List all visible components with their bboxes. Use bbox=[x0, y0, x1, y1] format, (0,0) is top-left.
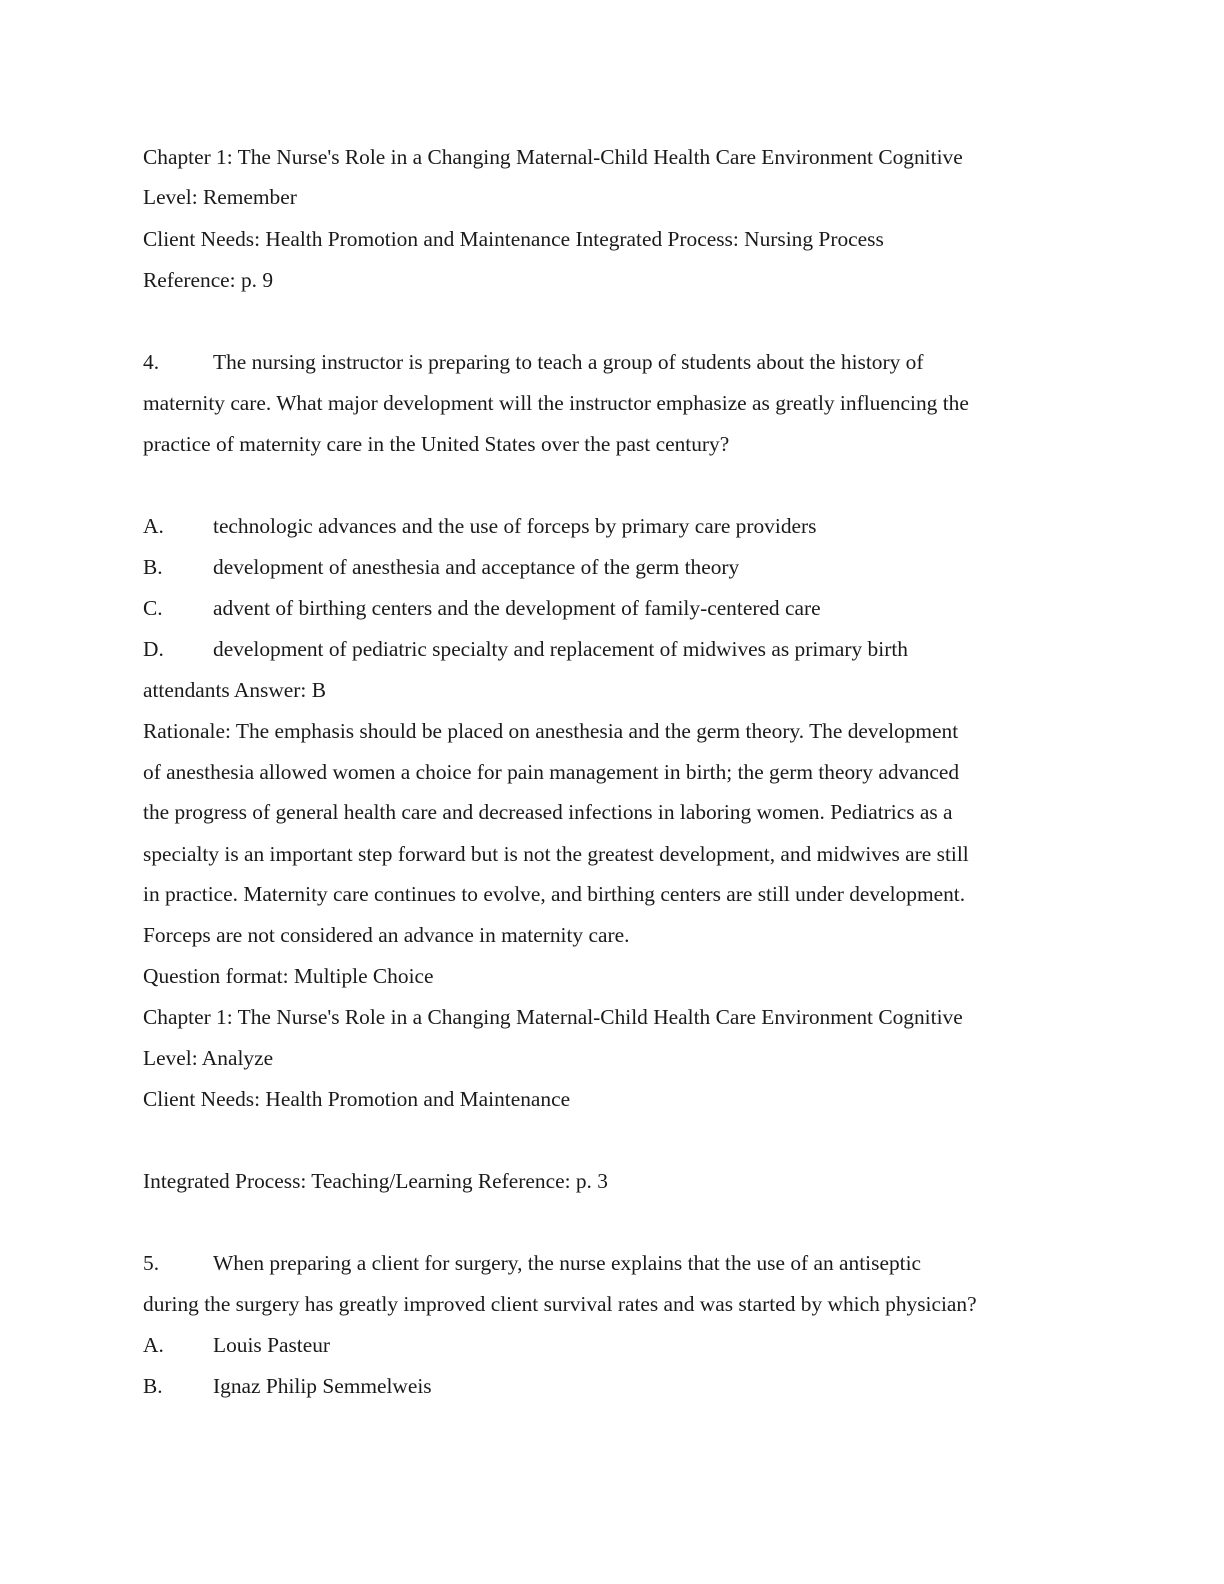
q4-rationale-line: the progress of general health care and decreased infections in laboring women. Pediatrics as a bbox=[143, 800, 953, 824]
q4-rationale-line: specialty is an important step forward but is not the greatest development, and midwives are still bbox=[143, 842, 969, 866]
q4-client-needs-line: Client Needs: Health Promotion and Maintenance bbox=[143, 1087, 571, 1111]
q4-stem-line: maternity care. What major development will the instructor emphasize as greatly influencing the bbox=[143, 391, 969, 415]
q4-rationale-line: Rationale: The emphasis should be placed on anesthesia and the germ theory. The development bbox=[143, 719, 959, 743]
q4-option-text: development of anesthesia and acceptance of the germ theory bbox=[213, 555, 740, 579]
q4-number: 4. bbox=[143, 350, 160, 374]
q4-chapter-line: Chapter 1: The Nurse's Role in a Changing Maternal-Child Health Care Environment Cognitive bbox=[143, 1005, 963, 1029]
q4-option-text: advent of birthing centers and the development of family-centered care bbox=[213, 596, 821, 620]
q3-reference-line: Reference: p. 9 bbox=[143, 268, 274, 292]
q4-option-letter: A. bbox=[143, 514, 164, 538]
q4-process-line: Integrated Process: Teaching/Learning Reference: p. 3 bbox=[143, 1169, 608, 1193]
q4-stem-line: The nursing instructor is preparing to teach a group of students about the history of bbox=[213, 350, 924, 374]
q3-client-needs-line: Client Needs: Health Promotion and Maintenance Integrated Process: Nursing Process bbox=[143, 227, 884, 251]
q4-option-letter: C. bbox=[143, 596, 163, 620]
q4-rationale-line: in practice. Maternity care continues to evolve, and birthing centers are still under development. bbox=[143, 882, 966, 906]
q4-rationale-line: Forceps are not considered an advance in maternity care. bbox=[143, 923, 630, 947]
q5-option-text: Ignaz Philip Semmelweis bbox=[213, 1374, 432, 1398]
q4-option-text: development of pediatric specialty and replacement of midwives as primary birth bbox=[213, 637, 908, 661]
q4-answer-line: attendants Answer: B bbox=[143, 678, 326, 702]
q5-stem-line: during the surgery has greatly improved client survival rates and was started by which physician? bbox=[143, 1292, 977, 1316]
q4-stem-line: practice of maternity care in the United States over the past century? bbox=[143, 432, 730, 456]
q4-level-line: Level: Analyze bbox=[143, 1046, 274, 1070]
q5-option-letter: B. bbox=[143, 1374, 163, 1398]
q5-stem-line: When preparing a client for surgery, the nurse explains that the use of an antiseptic bbox=[213, 1251, 922, 1275]
q3-chapter-line: Chapter 1: The Nurse's Role in a Changing Maternal-Child Health Care Environment Cognitive bbox=[143, 145, 963, 169]
q4-option-text: technologic advances and the use of forceps by primary care providers bbox=[213, 514, 817, 538]
q4-rationale-line: of anesthesia allowed women a choice for pain management in birth; the germ theory advanced bbox=[143, 760, 960, 784]
q4-option-letter: D. bbox=[143, 637, 164, 661]
q5-option-letter: A. bbox=[143, 1333, 164, 1357]
q4-format-line: Question format: Multiple Choice bbox=[143, 964, 434, 988]
q5-number: 5. bbox=[143, 1251, 160, 1275]
q5-option-text: Louis Pasteur bbox=[213, 1333, 331, 1357]
q3-level-line: Level: Remember bbox=[143, 185, 297, 209]
q4-option-letter: B. bbox=[143, 555, 163, 579]
